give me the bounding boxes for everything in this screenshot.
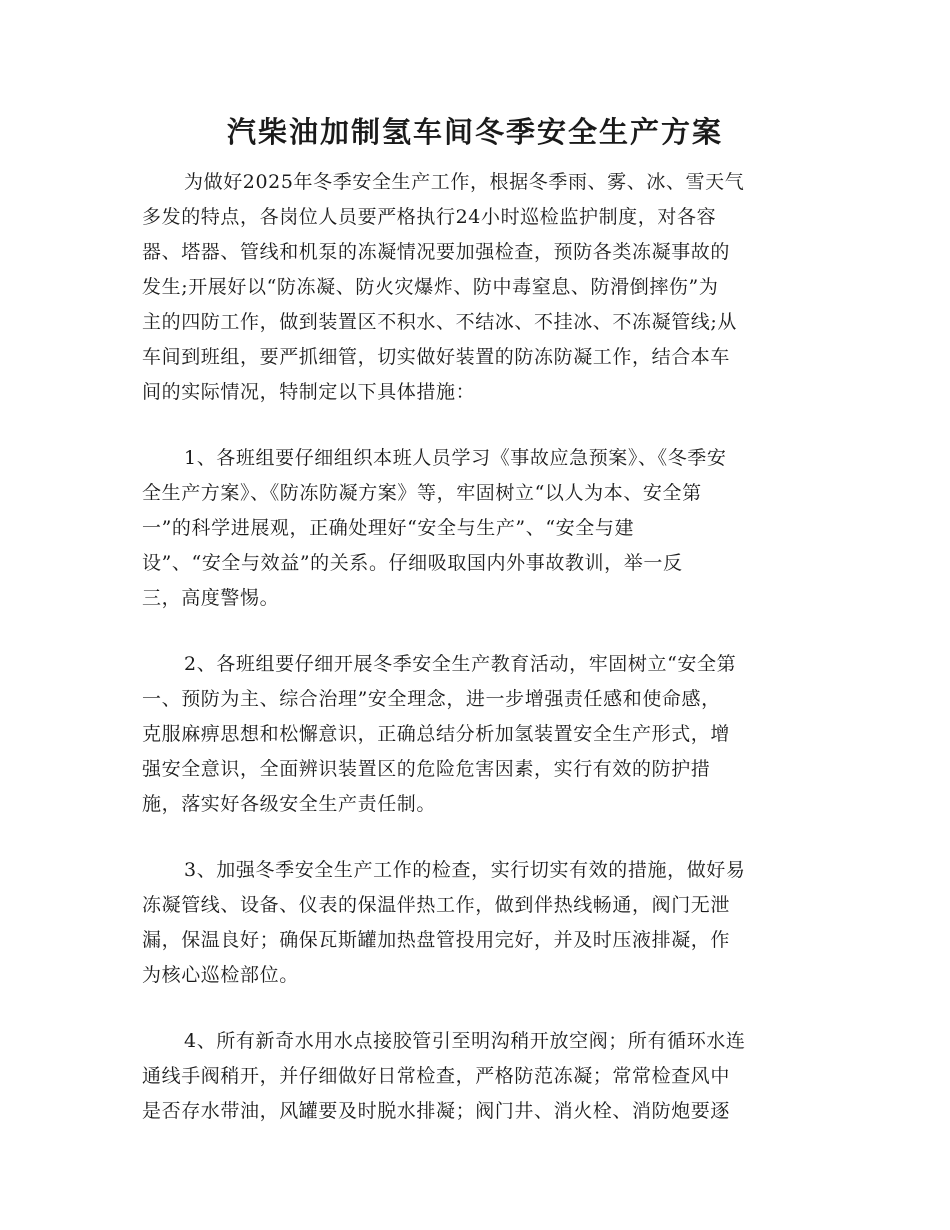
paragraph-line: 3、加强冬季安全生产工作的检查，实行切实有效的措施，做好易 — [184, 859, 746, 881]
paragraph-line: 冻凝管线、设备、仪表的保温伴热工作，做到伴热线畅通，阀门无泄 — [142, 894, 731, 916]
paragraph-line: 主的四防工作，做到装置区不积水、不结冰、不挂冰、不冻凝管线;从 — [142, 311, 738, 333]
paragraph-line: 4、所有新奇水用水点接胶管引至明沟稍开放空阀；所有循环水连 — [184, 1030, 746, 1052]
paragraph-line: 间的实际情况，特制定以下具体措施： — [142, 381, 476, 403]
paragraph-line: 2、各班组要仔细开展冬季安全生产教育活动，牢固树立“安全第 — [184, 653, 737, 675]
paragraph-line: 器、塔器、管线和机泵的冻凝情况要加强检查，预防各类冻凝事故的 — [142, 241, 731, 263]
paragraph-line: 通线手阀稍开，并仔细做好日常检查，严格防范冻凝；常常检查风中 — [142, 1065, 731, 1087]
paragraph-line: 1、各班组要仔细组织本班人员学习《事故应急预案》、《冬季安 — [184, 447, 727, 469]
paragraph-line: 全生产方案》、《防冻防凝方案》等，牢固树立“以人为本、安全第 — [142, 482, 702, 504]
paragraph-line: 三，高度警惕。 — [142, 587, 280, 609]
paragraph-line: 施，落实好各级安全生产责任制。 — [142, 793, 437, 815]
paragraph-line: 强安全意识，全面辨识装置区的危险危害因素，实行有效的防护措 — [142, 758, 711, 780]
paragraph-line: 为做好2025年冬季安全生产工作，根据冬季雨、雾、冰、雪天气 — [184, 171, 745, 193]
document-title: 汽柴油加制氢车间冬季安全生产方案 — [226, 115, 723, 149]
paragraph-line: 是否存水带油，风罐要及时脱水排凝；阀门井、消火栓、消防炮要逐 — [142, 1100, 731, 1122]
paragraph-line: 漏，保温良好；确保瓦斯罐加热盘管投用完好，并及时压液排凝，作 — [142, 929, 731, 951]
paragraph-line: 车间到班组，要严抓细管，切实做好装置的防冻防凝工作，结合本车 — [142, 346, 731, 368]
paragraph-line: 发生;开展好以“防冻凝、防火灾爆炸、防中毒窒息、防滑倒摔伤”为 — [142, 276, 719, 298]
paragraph-line: 多发的特点，各岗位人员要严格执行24小时巡检监护制度，对各容 — [142, 206, 717, 228]
paragraph-line: 设”、“安全与效益”的关系。仔细吸取国内外事故教训，举一反 — [142, 552, 683, 574]
paragraph-line: 为核心巡检部位。 — [142, 964, 299, 986]
paragraph-line: 克服麻痹思想和松懈意识，正确总结分析加氢装置安全生产形式，增 — [142, 723, 731, 745]
paragraph-line: 一”的科学进展观，正确处理好“安全与生产”、“安全与建 — [142, 517, 635, 539]
paragraph-line: 一、预防为主、综合治理”安全理念，进一步增强责任感和使命感， — [142, 688, 721, 710]
